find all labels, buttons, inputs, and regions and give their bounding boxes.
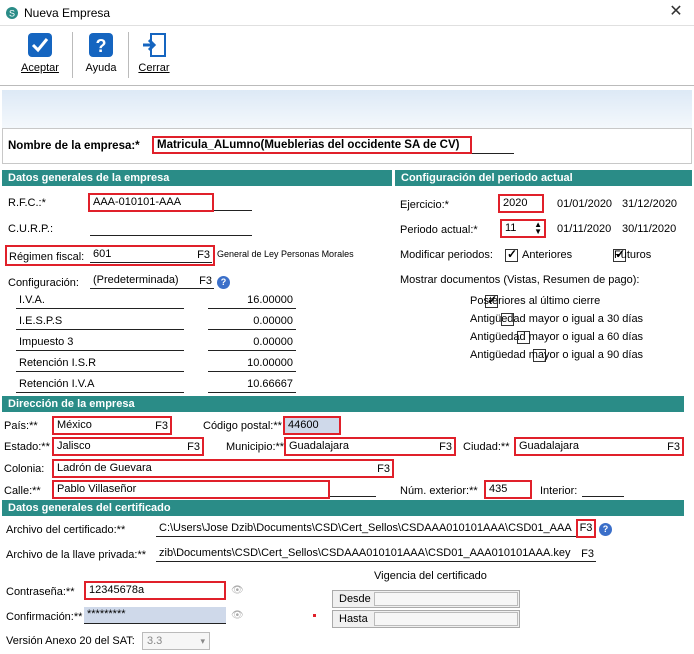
tax-name: I.E.S.P.S: [16, 314, 184, 330]
anteriores-label: Anteriores: [522, 249, 573, 261]
company-name-input[interactable]: Matricula_ALumno(Mueblerias del occidente SA de CV): [152, 136, 472, 154]
archivo-label: Archivo del certificado:**: [6, 524, 126, 536]
help-button[interactable]: [78, 28, 124, 82]
config-input[interactable]: [90, 273, 214, 289]
pais-value: México: [57, 419, 92, 431]
municipio-input[interactable]: [284, 437, 456, 456]
chevron-down-icon: ▾: [200, 636, 205, 646]
confirm-input[interactable]: *********: [84, 607, 226, 624]
general-section-header: Datos generales de la empresa: [2, 170, 392, 186]
f3-lookup-button[interactable]: F3: [197, 249, 210, 261]
accept-button[interactable]: [14, 28, 66, 82]
app-icon: [5, 6, 19, 20]
close-label: Cerrar: [138, 62, 170, 74]
f3-lookup-button[interactable]: F3: [187, 441, 200, 453]
version-value: 3.3: [147, 635, 163, 647]
rfc-input[interactable]: AAA-010101-AAA: [88, 193, 214, 212]
svg-text:S: S: [8, 8, 16, 19]
ejercicio-end: 31/12/2020: [622, 198, 678, 210]
address-section-header: Dirección de la empresa: [2, 396, 684, 412]
ciudad-value: Guadalajara: [519, 440, 579, 452]
input-underline: [330, 496, 376, 497]
tax-name: Retención I.V.A: [16, 377, 184, 393]
periodo-label: Periodo actual:*: [400, 224, 478, 236]
option-label: Antigüedad mayor o igual a 30 días: [470, 313, 644, 325]
periodo-end: 30/11/2020: [622, 223, 677, 235]
window-title: Nueva Empresa: [24, 6, 111, 20]
toolbar-separator: [72, 32, 73, 78]
curp-label: C.U.R.P.:: [8, 223, 54, 235]
interior-input[interactable]: [582, 481, 624, 497]
calle-input[interactable]: Pablo Villaseñor: [52, 480, 330, 499]
calle-label: Calle:**: [4, 485, 41, 497]
pais-input[interactable]: [52, 416, 172, 435]
ciudad-input[interactable]: [514, 437, 684, 456]
exit-door-icon: [141, 32, 167, 58]
curp-input[interactable]: [90, 220, 252, 236]
archivo-value: C:\Users\Jose Dzib\Documents\CSD\Cert_Sellos\CSDAAA010101AAA\CSD01_AAA: [159, 522, 572, 534]
futuros-label: Futuros: [614, 249, 652, 261]
f3-lookup-button[interactable]: F3: [377, 463, 390, 475]
num-ext-input[interactable]: 435: [484, 480, 532, 499]
info-icon[interactable]: ?: [217, 276, 230, 289]
pais-label: País:**: [4, 420, 38, 432]
option-label: Posteriores al último cierre: [470, 295, 601, 307]
tax-name: Retención I.S.R: [16, 356, 184, 372]
tax-value[interactable]: 0.00000: [208, 314, 296, 330]
num-ext-label: Núm. exterior:**: [400, 485, 478, 497]
periodo-start: 01/11/2020: [557, 223, 612, 235]
input-underline: [472, 153, 514, 154]
interior-label: Interior:: [540, 485, 578, 497]
f3-lookup-button[interactable]: F3: [155, 420, 168, 432]
ciudad-label: Ciudad:**: [463, 441, 510, 453]
header-band: [2, 90, 692, 128]
hasta-field: [374, 612, 518, 626]
ejercicio-start: 01/01/2020: [557, 198, 613, 210]
company-name-label: Nombre de la empresa:*: [8, 140, 140, 152]
config-label: Configuración:: [8, 277, 79, 289]
estado-label: Estado:**: [4, 441, 50, 453]
anteriores-checkbox[interactable]: [505, 249, 518, 262]
tax-value[interactable]: 10.00000: [208, 356, 296, 372]
f3-lookup-button[interactable]: F3: [199, 275, 212, 287]
eye-icon[interactable]: 👁: [231, 585, 244, 596]
tax-value[interactable]: 0.00000: [208, 335, 296, 351]
help-icon: [88, 32, 114, 58]
ejercicio-label: Ejercicio:*: [400, 199, 449, 211]
f3-lookup-button[interactable]: F3: [439, 441, 452, 453]
llave-input[interactable]: [156, 546, 596, 562]
periodo-value: 11: [505, 222, 517, 234]
regimen-label: Régimen fiscal:: [9, 251, 85, 263]
password-input[interactable]: 12345678a: [84, 581, 226, 600]
desde-label: Desde: [339, 593, 371, 605]
spin-arrows-icon[interactable]: ▲ ▼: [534, 220, 542, 236]
llave-value: zib\Documents\CSD\Cert_Sellos\CSDAAA010101AAA\CSD01_AAA010101AAA.key: [159, 547, 571, 559]
tax-name: Impuesto 3: [16, 335, 184, 351]
red-marker: [313, 614, 316, 617]
help-label: Ayuda: [85, 62, 117, 74]
version-select[interactable]: [142, 632, 210, 650]
f3-lookup-button[interactable]: F3: [667, 441, 680, 453]
cp-input[interactable]: 44600: [283, 416, 341, 435]
estado-input[interactable]: [52, 437, 204, 456]
f3-lookup-button[interactable]: F3: [576, 519, 596, 538]
option-label: Antigüedad mayor o igual a 90 días: [470, 349, 644, 361]
eye-icon[interactable]: 👁: [231, 610, 244, 621]
toolbar-separator: [128, 32, 129, 78]
hasta-label: Hasta: [339, 613, 368, 625]
estado-value: Jalisco: [57, 440, 91, 452]
colonia-value: Ladrón de Guevara: [57, 462, 152, 474]
modificar-label: Modificar periodos:: [400, 249, 493, 261]
tax-value[interactable]: 16.00000: [208, 293, 296, 309]
f3-lookup-button[interactable]: F3: [581, 548, 594, 560]
colonia-input[interactable]: [52, 459, 394, 478]
municipio-label: Municipio:**: [226, 441, 285, 453]
periodo-stepper[interactable]: [500, 219, 546, 238]
cert-section-header: Datos generales del certificado: [2, 500, 684, 516]
confirm-label: Confirmación:**: [6, 611, 83, 623]
municipio-value: Guadalajara: [289, 440, 349, 452]
period-section-header: Configuración del periodo actual: [395, 170, 692, 186]
regimen-description: General de Ley Personas Morales: [217, 249, 354, 259]
info-icon[interactable]: ?: [599, 523, 612, 536]
version-label: Versión Anexo 20 del SAT:: [6, 635, 135, 647]
tax-value[interactable]: 10.66667: [208, 377, 296, 393]
rfc-label: R.F.C.:*: [8, 197, 46, 209]
regimen-input[interactable]: [90, 247, 212, 263]
svg-text:?: ?: [95, 36, 107, 56]
colonia-label: Colonia:: [4, 463, 45, 475]
password-label: Contraseña:**: [6, 586, 75, 598]
archivo-input[interactable]: [156, 521, 596, 537]
desde-field: [374, 592, 518, 606]
mostrar-label: Mostrar documentos (Vistas, Resumen de pago):: [400, 274, 640, 286]
option-label: Antigüedad mayor o igual a 60 días: [470, 331, 644, 343]
cp-label: Código postal:**: [203, 420, 282, 432]
close-button[interactable]: [134, 28, 174, 82]
input-underline: [214, 210, 252, 211]
llave-label: Archivo de la llave privada:**: [6, 549, 147, 561]
tax-name: I.V.A.: [16, 293, 184, 309]
regimen-value: 601: [93, 248, 112, 260]
close-window-button[interactable]: ✕: [669, 3, 683, 20]
vigencia-label: Vigencia del certificado: [374, 570, 487, 582]
check-icon: [27, 32, 53, 58]
config-value: (Predeterminada): [93, 274, 179, 286]
accept-label: Aceptar: [21, 62, 59, 74]
ejercicio-input[interactable]: 2020: [498, 194, 544, 213]
